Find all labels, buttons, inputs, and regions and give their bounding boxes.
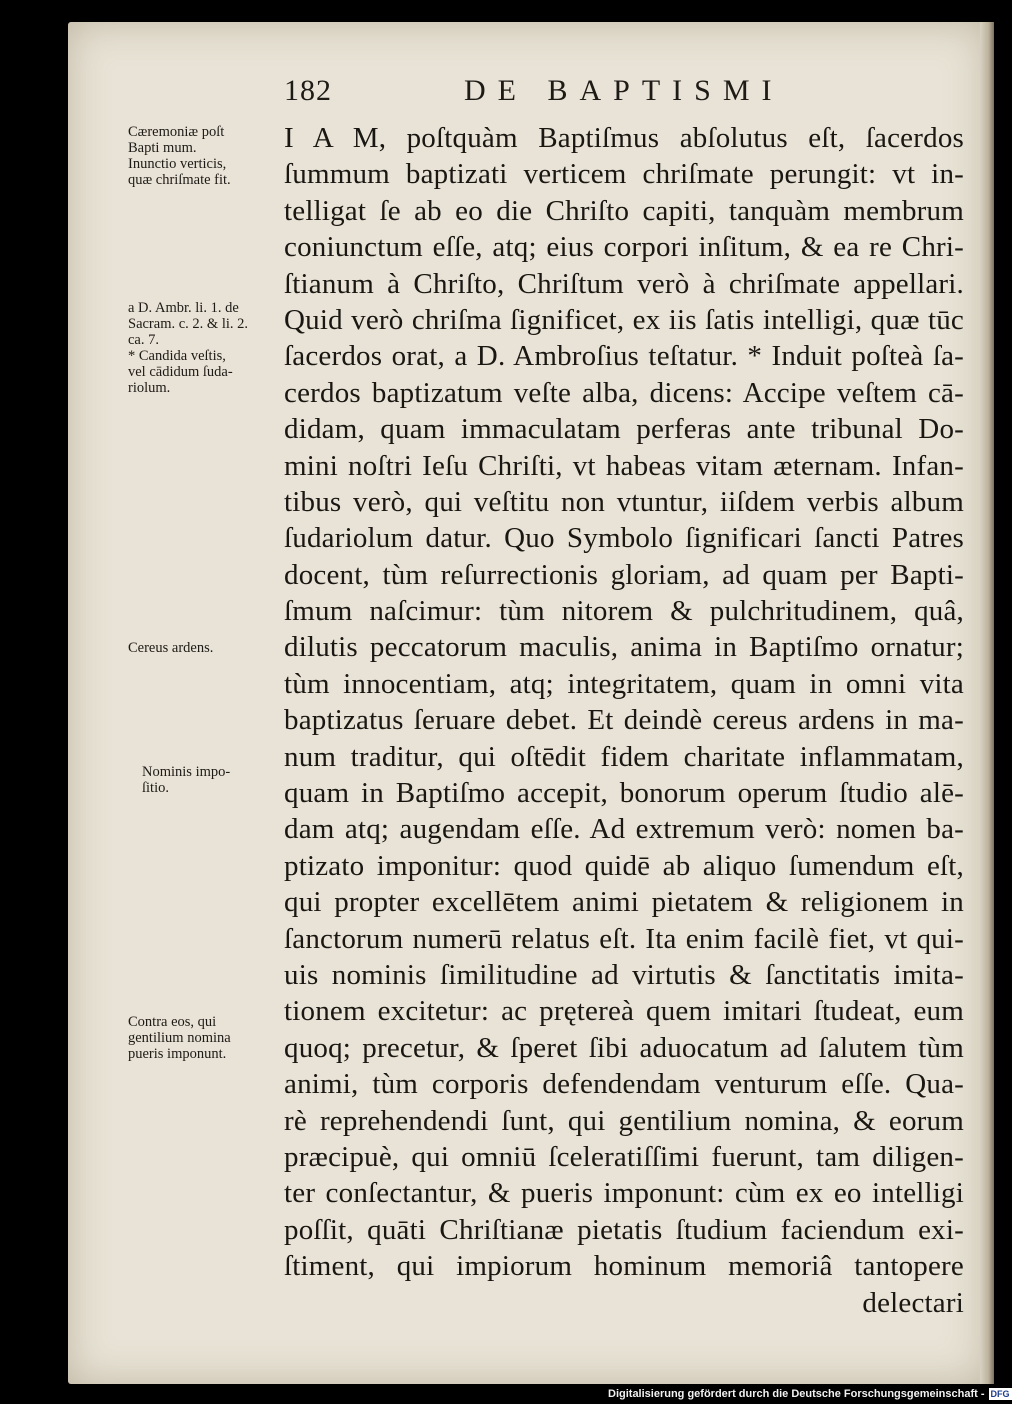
text-line: dam atq; augendam eſſe. Ad extremum verò: nomen ba- bbox=[284, 813, 964, 846]
text-line: poſſit, quāti Chriſtianæ pietatis ſtudium faciendum exi- bbox=[284, 1213, 964, 1246]
margin-note-line: Bapti mum. bbox=[128, 140, 197, 156]
body-text bbox=[284, 120, 964, 1321]
margin-note-line: ſitio. bbox=[142, 780, 169, 796]
text-line: num traditur, qui oſtēdit fidem charitate inflammatam, bbox=[284, 740, 964, 773]
text-line: tibus verò, qui veſtitu non vtuntur, iiſdem verbis album bbox=[284, 485, 964, 518]
text-line: Quid verò chriſma ſignificet, ex iis ſatis intelligi, quæ tūc bbox=[284, 303, 964, 336]
margin-note-contra bbox=[128, 1014, 278, 1062]
text-line: tionem excitetur: ac prętereà quem imitari ſtudeat, eum bbox=[284, 995, 964, 1028]
page-header bbox=[284, 74, 964, 114]
text-line: ter conſectantur, & pueris imponunt: cùm ex eo intelligi bbox=[284, 1177, 964, 1210]
margin-note-line: gentilium nomina bbox=[128, 1030, 231, 1046]
text-line: didam, quam immaculatam perferas ante tribunal Do- bbox=[284, 413, 964, 446]
text-line: ſmum naſcimur: tùm nitorem & pulchritudinem, quâ, bbox=[284, 595, 964, 628]
margin-note-line: Contra eos, qui bbox=[128, 1014, 217, 1030]
margin-note-line: ca. 7. bbox=[128, 332, 159, 348]
margin-note-line: Cereus ardens. bbox=[128, 640, 214, 656]
text-line: quam in Baptiſmo accepit, bonorum operum ſtudio alē- bbox=[284, 777, 964, 810]
margin-note-line: Inunctio verticis, bbox=[128, 156, 227, 172]
margin-note-line: a D. Ambr. li. 1. de bbox=[128, 300, 239, 316]
text-line: ſudariolum datur. Quo Symbolo ſignificari ſancti Patres bbox=[284, 522, 964, 555]
margin-note-line: Sacram. c. 2. & li. 2. bbox=[128, 316, 249, 332]
margin-note-line: Cæremoniæ poſt bbox=[128, 124, 225, 140]
digitization-credit bbox=[608, 1387, 1012, 1401]
text-line: quoq; precetur, & ſperet ſibi aduocatum ad ſalutem tùm bbox=[284, 1031, 964, 1064]
text-line: dilutis peccatorum maculis, anima in Baptiſmo ornatur; bbox=[284, 631, 964, 664]
margin-note-line: quæ chriſmate fit. bbox=[128, 172, 231, 188]
text-line: baptizatus ſeruare debet. Et deindè cereus ardens in ma- bbox=[284, 704, 964, 737]
page-edge bbox=[980, 22, 994, 1384]
text-line: I A M, poſtquàm Baptiſmus abſolutus eſt, ſacerdos bbox=[284, 122, 964, 154]
text-line: ſtiment, qui impiorum hominum memoriâ tantopere bbox=[284, 1250, 964, 1283]
margin-note-line: pueris imponunt. bbox=[128, 1046, 227, 1062]
margin-note-line: Nominis impo- bbox=[142, 764, 231, 780]
credit-text: Digitalisierung gefördert durch die Deutsche Forschungsgemeinschaft - bbox=[608, 1388, 985, 1400]
margin-note-line: vel cādidum ſuda- bbox=[128, 364, 233, 380]
text-line: telligat ſe ab eo die Chriſto capiti, tanquàm membrum bbox=[284, 194, 964, 227]
text-line: uis nominis ſimilitudine ad virtutis & ſanctitatis imita- bbox=[284, 958, 964, 991]
text-line: cerdos baptizatum veſte alba, dicens: Accipe veſtem cā- bbox=[284, 376, 964, 409]
text-line: docent, tùm reſurrectionis gloriam, ad quam per Bapti- bbox=[284, 558, 964, 591]
text-line: animi, tùm corporis defendendam venturum eſſe. Qua- bbox=[284, 1068, 964, 1101]
margin-note-ambrosius bbox=[128, 300, 278, 396]
page-number: 182 bbox=[284, 74, 332, 107]
text-line: qui propter excellētem animi pietatem & religionem in bbox=[284, 886, 964, 919]
text-line: mini noſtri Ieſu Chriſti, vt habeas vitam æternam. Infan- bbox=[284, 449, 964, 482]
text-line: ſacerdos orat, a D. Ambroſius teſtatur. * Induit poſteà ſa- bbox=[284, 340, 964, 373]
dfg-logo-icon: DFG bbox=[990, 1389, 1010, 1399]
text-line: ſtianum à Chriſto, Chriſtum verò à chriſmate appellari. bbox=[284, 267, 964, 300]
text-line: tùm innocentiam, atq; integritatem, quam in omni vita bbox=[284, 667, 964, 700]
margin-note-caeremoniae bbox=[128, 124, 278, 188]
text-line: rè reprehendendi ſunt, qui gentilium nomina, & eorum bbox=[284, 1104, 964, 1137]
margin-note-line: riolum. bbox=[128, 380, 171, 396]
text-line: præcipuè, qui omniū ſceleratiſſimi fuerunt, tam diligen- bbox=[284, 1140, 964, 1173]
running-title: DE BAPTISMI bbox=[464, 74, 784, 107]
text-line: coniunctum eſſe, atq; eius corpori inſitum, & ea re Chri- bbox=[284, 231, 964, 264]
margin-note-cereus bbox=[128, 640, 278, 656]
margin-note-nominis bbox=[128, 764, 278, 796]
text-line: ſanctorum numerū relatus eſt. Ita enim facilè fiet, vt qui- bbox=[284, 922, 964, 955]
text-line: ptizato imponitur: quod quidē ab aliquo ſumendum eſt, bbox=[284, 849, 964, 882]
text-line: ſummum baptizati verticem chriſmate perungit: vt in- bbox=[284, 158, 964, 191]
catchword: delectari bbox=[862, 1286, 964, 1319]
margin-note-line: * Candida veſtis, bbox=[128, 348, 226, 364]
